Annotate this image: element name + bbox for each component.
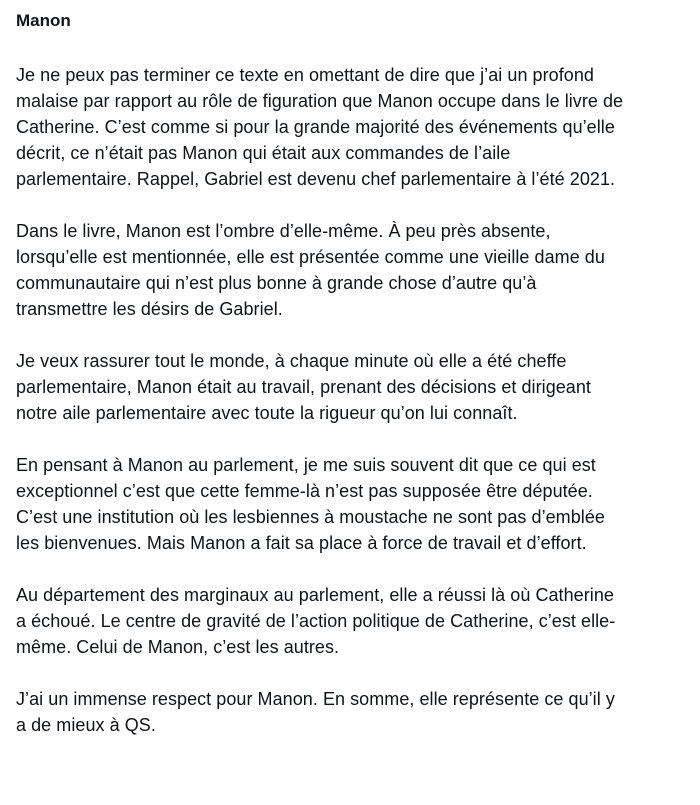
text-line: Au département des marginaux au parlement, elle a réussi là où Catherine <box>16 585 614 605</box>
text-line: décrit, ce n’était pas Manon qui était aux commandes de l’aile <box>16 143 511 163</box>
text-line: a de mieux à QS. <box>16 715 156 735</box>
text-line: Dans le livre, Manon est l’ombre d’elle-même. À peu près absente, <box>16 221 551 241</box>
paragraph <box>16 348 682 426</box>
text-line: même. Celui de Manon, c’est les autres. <box>16 637 340 657</box>
text-line: C’est une institution où les lesbiennes à moustache ne sont pas d’emblée <box>16 507 605 527</box>
paragraph <box>16 686 682 738</box>
text-line: a échoué. Le centre de gravité de l’action politique de Catherine, c’est elle- <box>16 611 616 631</box>
text-line: communautaire qui n’est plus bonne à grande chose d’autre qu’à <box>16 273 537 293</box>
text-line: les bienvenues. Mais Manon a fait sa place à force de travail et d’effort. <box>16 533 587 553</box>
paragraph <box>16 62 682 192</box>
text-line: Je ne peux pas terminer ce texte en omettant de dire que j’ai un profond <box>16 65 594 85</box>
text-line: parlementaire, Manon était au travail, prenant des décisions et dirigeant <box>16 377 591 397</box>
document-title: Manon <box>16 11 71 30</box>
text-line: J’ai un immense respect pour Manon. En somme, elle représente ce qu’il y <box>16 689 615 709</box>
text-line: Catherine. C’est comme si pour la grande majorité des événements qu’elle <box>16 117 615 137</box>
paragraph <box>16 218 682 322</box>
text-line: En pensant à Manon au parlement, je me suis souvent dit que ce qui est <box>16 455 596 475</box>
paragraph <box>16 452 682 556</box>
text-line: malaise par rapport au rôle de figuration que Manon occupe dans le livre de <box>16 91 624 111</box>
text-line: parlementaire. Rappel, Gabriel est devenu chef parlementaire à l’été 2021. <box>16 169 616 189</box>
text-line: transmettre les désirs de Gabriel. <box>16 299 283 319</box>
text-line: lorsqu’elle est mentionnée, elle est présentée comme une vieille dame du <box>16 247 605 267</box>
text-line: notre aile parlementaire avec toute la rigueur qu’on lui connaît. <box>16 403 518 423</box>
text-line: Je veux rassurer tout le monde, à chaque minute où elle a été cheffe <box>16 351 567 371</box>
paragraph <box>16 582 682 660</box>
text-line: exceptionnel c’est que cette femme-là n’est pas supposée être députée. <box>16 481 593 501</box>
